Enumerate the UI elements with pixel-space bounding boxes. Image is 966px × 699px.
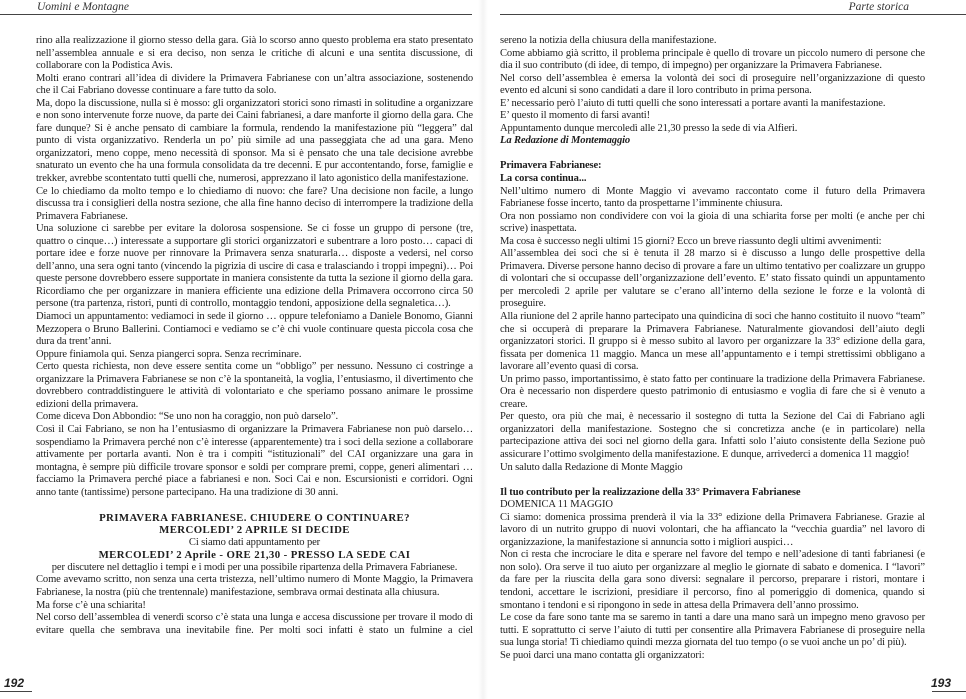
running-head-right: Parte storica [848,1,909,13]
body-paragraph: Ora non possiamo non condividere con voi la gioia di una schiarita forse per molti (e anche per chi scrive) inaspettata. [500,210,925,235]
body-paragraph: sereno la notizia della chiusura della manifestazione. [500,35,717,46]
body-paragraph: Una soluzione ci sarebbe per evitare la dolorosa sospensione. Se ci fosse un gruppo di persone (tre, quattro o cinque…) interessate a supportare gli storici organizzatori e subentrare a loro posto… capaci di portare idee e forze nuove per rinnovare la Primavera senza snaturarla… disposte a vedersi, nel corso dell’anno, una sera ogni tanto (vincendo la pigrizia di uscire di casa e tralasciando i troppi impegni)… Poi queste persone dovrebbero essere supportate in maniera consistente da tutta la sezione il giorno della gara. Ricordiamo che per organizzare in maniera efficiente una edizione della Primavera occorrono circa 50 persone (tra partenza, ristori, punti di controllo, montaggio tendoni, apposizione della segnaletica…). [36,223,473,310]
body-paragraph: Come diceva Don Abbondio: “Se uno non ha coraggio, non può darselo”. [36,411,339,423]
body-paragraph: Ma cosa è successo negli ultimi 15 giorni? Ecco un breve riassunto degli ultimi avvenimenti: [500,235,882,247]
body-paragraph: Un primo passo, importantissimo, è stato fatto per continuare la tradizione della Primavera Fabrianese. Ora è necessario non disperdere questo patrimonio di entusiasmo e voglia di fare che si è venuto a creare. [500,373,925,410]
announcement-subtitle: MERCOLEDI’ 2 APRILE SI DECIDE [159,524,350,537]
body-paragraph: E’ questo il momento di farsi avanti! [500,110,651,122]
body-paragraph: Ce lo chiediamo da molto tempo e lo chiediamo di nuovo: che fare? Una decisione non facile, a lungo discussa tra i consiglieri della nostra sezione, che alla fine hanno deciso di interrompere la tradizione della Primavera Fabrianese. [36,185,473,222]
body-paragraph: Come abbiamo già scritto, il problema principale è quello di trovare un piccolo numero di persone che dia il suo contributo (di idee, di tempo, di impegno) per organizzare la Primavera Fabrianese. [500,47,925,72]
body-paragraph: Oppure finiamola qui. Senza piangerci sopra. Senza recriminare. [36,348,302,360]
spacer [36,499,473,512]
body-paragraph: Per questo, ora più che mai, è necessario il sostegno di tutta la Sezione del Cai di Fabriano agli organizzatori della manifestazione. Sostegno che si concretizza anche (e in particolare) nella partecipazione attiva dei soci nel giorno della gara. Infatti solo l’aiuto consistente della Sezione può assicurare l’ottimo svolgimento della manifestazione. E dunque, arrivederci a domenica 11 maggio! [500,411,925,460]
body-paragraph: Diamoci un appuntamento: vediamoci in sede il giorno … oppure telefoniamo a Daniele Bonomo, Gianni Mezzopera o Bruno Ballerini. Contiamoci e vediamo se c’è chi vuole continuare questa piccola cosa che dura da trent’anni. [36,311,473,348]
section-subheading: La corsa continua... [500,172,587,184]
body-paragraph: Molti erano contrari all’idea di dividere la Primavera Fabrianese con un’altra associazione, sostenendo che il Cai Fabriano dovesse continuare a fare tutto da solo. [36,72,473,97]
body-paragraph: All’assemblea dei soci che si è tenuta il 28 marzo si è discusso a lungo delle prospettive della Primavera. Diverse persone hanno deciso di provare a fare un ultimo tentativo per coalizzare un gruppo di volontari che si occupasse dell’organizzazione dell’evento. E’ stato fissato quindi un appuntamento per mercoledì 2 aprile per valutare se c’erano all’interno della sezione le forze e la volontà di proseguire. [500,248,925,310]
body-paragraph: Ci siamo: domenica prossima prenderà il via la 33° edizione della Primavera Fabrianese. Grazie al lavoro di un nutrito gruppo di nuovi volontari, che ha affiancato la “vecchia guardia” nel lavoro di organizzazione, la manifestazione si annuncia sotto i migliori auspici… [500,511,925,548]
right-page [483,0,966,699]
spacer [500,148,925,161]
page-number-right: 193 [930,676,951,690]
body-paragraph: Nel corso dell’assemblea di venerdì scorso c’è stata una lunga e accesa discussione per trovare il modo di evitare quella che sembrava una inevitabile fine. Per molti soci infatti è stato un fulmine a ciel [36,612,473,636]
page-number-left: 192 [4,676,25,690]
announcement-purpose: per discutere nel dettaglio i tempi e i modi per una possibile ripartenza della Primavera Fabrianese. [51,561,458,573]
running-head-left: Uomini e Montagne [37,1,129,13]
body-paragraph: Certo questa richiesta, non deve essere sentita come un “obbligo” per nessuno. Nessuno ci costringe a organizzare la Primavera Fabrianese se non c’è la spontaneità, la voglia, l’entusiasmo, il divertimento che dovrebbero contraddistinguere le attività di volontariato e che speriamo possano animare le prossime edizioni della primavera. [36,361,473,410]
body-paragraph: Nel corso dell’assemblea è emersa la volontà dei soci di proseguire nell’organizzazione di questo evento ed alcuni si sono candidati a dare il loro contributo in prima persona. [500,72,925,97]
body-paragraph: rino alla realizzazione il giorno stesso della gara. Già lo scorso anno questo problema era stato presentato nell’assemblea annuale e si era deciso, non senza le critiche di alcuni e una sentita discussione, di collaborare con la Podistica Avis. [36,35,473,72]
body-paragraph: Le cose da fare sono tante ma se saremo in tanti a dare una mano sarà un impegno meno gravoso per tutti. E soprattutto ci serve l’aiuto di tutti per consentire alla Primavera Fabrianese di proseguire nella sua lunga storia! Ti chiediamo quindi mezza giornata del tuo tempo (o se vuoi anche un po’ di più). [500,612,925,649]
announcement-title: PRIMAVERA FABRIANESE. CHIUDERE O CONTINUARE? [99,511,410,524]
left-page-body [36,35,473,637]
body-paragraph: Alla riunione del 2 aprile hanno partecipato una quindicina di soci che hanno costituito il nuovo “team” che si occuperà di preparare la Primavera Fabrianese. Naturalmente giovandosi dell’aiuto degli organizzatori storici. Il gruppo si è messo subito al lavoro per organizzare la 33° edizione della gara, fissata per domenica 11 maggio. Manca un mese all’appuntamento e i tempi strettissimi obbligano a lavorare all’evento quasi di corsa. [500,310,925,373]
page-number-rule-left [0,691,32,692]
header-rule-left [0,14,472,15]
announcement-intro: Ci siamo dati appuntamento per [188,536,321,548]
announcement-when-where: MERCOLEDI’ 2 Aprile - ORE 21,30 - PRESSO LA SEDE CAI [98,549,411,562]
body-paragraph: Ma forse c’è una schiarita! [36,599,146,611]
signature: Un saluto dalla Redazione di Monte Maggio [500,461,683,473]
spacer [500,474,925,487]
page-number-rule-right [932,691,966,692]
body-paragraph: Nell’ultimo numero di Monte Maggio vi avevamo raccontato come il futuro della Primavera Fabrianese fosse incerto, tanto da prospettarne l’imminente chiusura. [500,185,925,210]
signature: La Redazione di Montemaggio [500,135,631,147]
body-paragraph: Ma, dopo la discussione, nulla si è mosso: gli organizzatori storici sono rimasti in solitudine a organizzare e non sono intervenute forze nuove, da parte dei Caini fabrianesi, a dare manforte il giorno della gara. Che fare dunque? Si è anche pensato di cambiare la formula, rendendo la manifestazione più “leggera” dal punto di vista organizzativo. Renderla un po’ più simile ad una passeggiata che ad una gara. Meno organizzatori, meno coppe, meno necessità di sponsor. Ma si è pensato che una tale decisione avrebbe snaturato un evento che ha una formula consolidata da tre decenni. E pur accontentando, forse, famiglie e trekker, avrebbe scontentato tutti quelli che, numerosi, apprezzano il lato agonistico della manifestazione. [36,97,473,185]
body-paragraph: Se puoi darci una mano contatta gli organizzatori: [500,649,705,661]
body-paragraph: Così il Cai Fabriano, se non ha l’entusiasmo di organizzare la Primavera Fabrianese non può darselo… sospendiamo la Primavera perché non c’è interesse (apparentemente) tra i soci della sezione a collaborare attivamente per portarla avanti. Non è tra i compiti “istituzionali” del CAI organizzare una gara in montagna, è sempre più difficile trovare sponsor e soldi per comprare premi, coppe, generi alimentari …facciamo la Primavera perché piace a fabrianesi e non. Soci Cai e non. Escursionisti e corridori. Ogni anno tante (tantissime) persone partecipano. Ha una tradizione di 30 anni. [36,423,473,498]
body-paragraph: E’ necessario però l’aiuto di tutti quelli che sono interessati a portare avanti la manifestazione. [500,97,886,109]
section-heading: Il tuo contributo per la realizzazione della 33° Primavera Fabrianese [500,486,801,498]
body-paragraph: Appuntamento dunque mercoledì alle 21,30 presso la sede di via Alfieri. [500,122,798,134]
right-page-body [500,35,925,662]
section-heading: Primavera Fabrianese: [500,160,602,172]
body-paragraph: Come avevamo scritto, non senza una certa tristezza, nell’ultimo numero di Monte Maggio, la Primavera Fabrianese, la nostra (più che trentennale) manifestazione, sembrava ormai destinata alla chiusura. [36,574,473,599]
header-rule-right [500,14,966,15]
body-paragraph: Non ci resta che incrociare le dita e sperare nel favore del tempo e nell’adesione di tanti fabrianesi (e non solo). Ora serve il tuo aiuto per organizzare al meglio le giornate di sabato e domenica. I “lavori” da fare per la riuscita della gara sono diversi: segnalare il percorso, preparare i ristori, montare i tendoni, accettare le iscrizioni, presidiare il percorso, fino al pomeriggio di domenica, quando si smontano i tendoni e si ripongono in sede in attesa della Primavera dell’anno prossimo. [500,549,925,611]
section-subheading: DOMENICA 11 MAGGIO [500,499,613,511]
